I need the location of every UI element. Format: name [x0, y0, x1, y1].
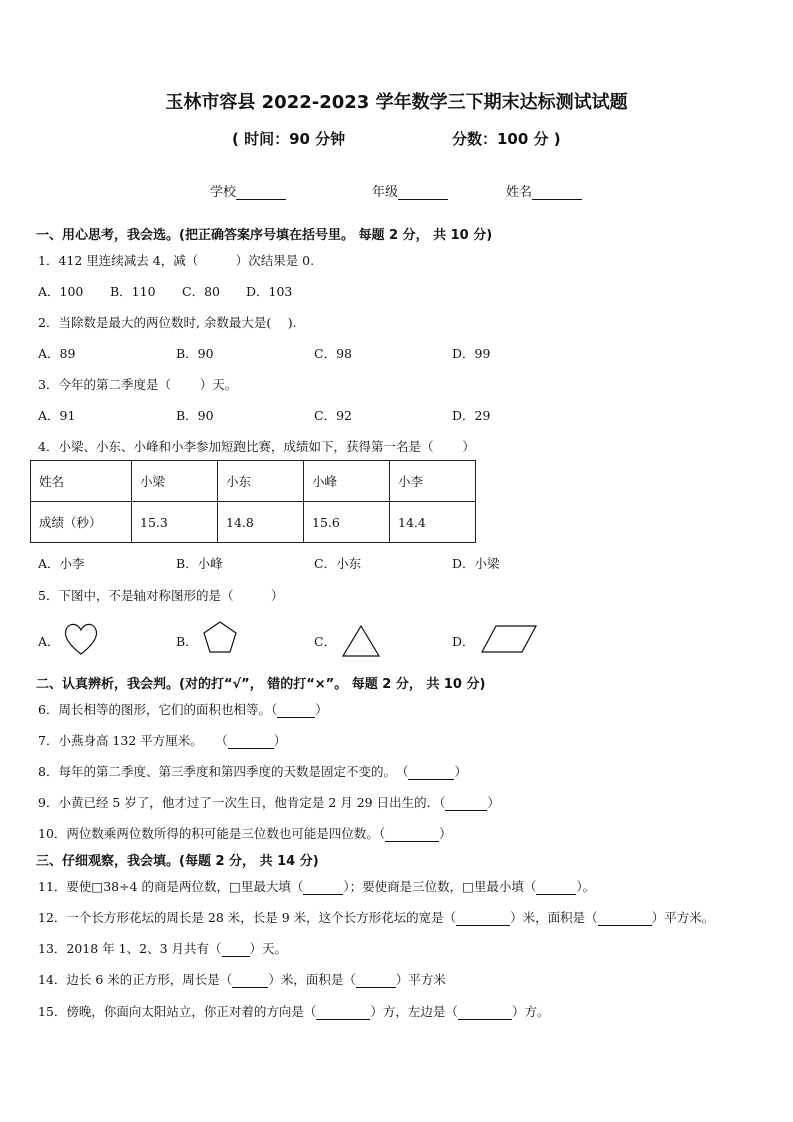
table-cell: 14.4: [390, 502, 476, 543]
q1-option-d[interactable]: D．103: [246, 284, 293, 299]
q13-text-a: 13．2018 年 1、2、3 月共有（: [38, 941, 222, 956]
question-1: 1．412 里连续减去 4，减（ ）次结果是 0.: [38, 253, 315, 268]
q15-text-a: 15．傍晚，你面向太阳站立，你正对着的方向是（: [38, 1004, 317, 1019]
grade-blank[interactable]: [398, 185, 448, 200]
q5-option-a[interactable]: A．: [38, 634, 60, 649]
table-cell: 15.3: [132, 502, 218, 543]
question-5: 5．下图中，不是轴对称图形的是（ ）: [38, 588, 284, 603]
q5-option-b[interactable]: B．: [176, 634, 198, 649]
q5-option-c[interactable]: C．: [314, 634, 337, 649]
name-field[interactable]: [506, 181, 582, 200]
question-13: [38, 939, 287, 957]
q13-text-b: ）天。: [249, 941, 288, 956]
q15-answer-blank-2[interactable]: [458, 1006, 512, 1020]
q3-option-a[interactable]: A．91: [38, 408, 76, 423]
table-cell: 小梁: [132, 461, 218, 502]
q2-option-a[interactable]: A．89: [38, 346, 76, 361]
question-2: 2．当除数是最大的两位数时, 余数最大是( ).: [38, 315, 297, 330]
q10-text: 10．两位数乘两位数所得的积可能是三位数也可能是四位数。（: [38, 826, 386, 841]
q13-answer-blank[interactable]: [222, 943, 250, 957]
race-results-table: [30, 460, 476, 543]
q11-text-a: 11．要使□38÷4 的商是两位数，□里最大填（: [38, 879, 304, 894]
q4-option-c[interactable]: C．小东: [314, 556, 362, 571]
q12-text-c: ）平方米。: [651, 910, 715, 925]
q6-text: 6．周长相等的图形，它们的面积也相等。（: [38, 702, 278, 717]
q3-option-c[interactable]: C．92: [314, 408, 352, 423]
name-blank[interactable]: [532, 185, 582, 200]
q6-close: ）: [315, 702, 328, 717]
grade-label: 年级: [372, 185, 399, 200]
heart-icon: [62, 620, 100, 656]
question-12: [38, 908, 714, 926]
q15-text-c: ）方。: [511, 1004, 550, 1019]
q1-option-a[interactable]: A．100: [38, 284, 84, 299]
section-3-heading: 三、仔细观察，我会填。(每题 2 分， 共 14 分): [36, 854, 319, 869]
school-field[interactable]: [210, 181, 286, 200]
table-row: [31, 502, 476, 543]
table-cell: 小峰: [304, 461, 390, 502]
question-9: [38, 793, 500, 811]
q7-close: ）: [273, 733, 287, 748]
q7-answer-blank[interactable]: [228, 735, 274, 749]
exam-score: 分数：100 分 ): [452, 130, 561, 148]
exam-time: ( 时间：90 分钟: [232, 130, 346, 148]
section-1-heading: 一、用心思考，我会选。(把正确答案序号填在括号里。 每题 2 分， 共 10 分): [36, 228, 493, 243]
parallelogram-icon: [480, 624, 538, 654]
q8-answer-blank[interactable]: [408, 766, 454, 780]
q15-answer-blank-1[interactable]: [316, 1006, 370, 1020]
q3-option-d[interactable]: D．29: [452, 408, 491, 423]
question-8: [38, 762, 467, 780]
school-blank[interactable]: [236, 185, 286, 200]
q5-option-d[interactable]: D．: [452, 634, 475, 649]
q2-option-c[interactable]: C．98: [314, 346, 352, 361]
question-10: [38, 824, 452, 842]
q1-option-b[interactable]: B．110: [110, 284, 156, 299]
q2-option-d[interactable]: D．99: [452, 346, 491, 361]
grade-field[interactable]: [372, 181, 448, 200]
page-title: 玉林市容县 2022-2023 学年数学三下期末达标测试试题: [165, 92, 628, 113]
q14-answer-blank-2[interactable]: [356, 974, 396, 988]
school-label: 学校: [210, 185, 237, 200]
q9-answer-blank[interactable]: [445, 797, 487, 811]
table-cell: 小东: [218, 461, 304, 502]
q4-option-d[interactable]: D．小梁: [452, 556, 500, 571]
q2-option-b[interactable]: B．90: [176, 346, 214, 361]
q12-answer-blank-1[interactable]: [456, 912, 510, 926]
q11-answer-blank-2[interactable]: [536, 881, 576, 895]
table-cell: 成绩（秒）: [31, 502, 132, 543]
q11-text-c: ）。: [576, 879, 596, 894]
triangle-icon: [341, 624, 381, 658]
q10-close: ）: [439, 826, 452, 841]
table-cell: 15.6: [304, 502, 390, 543]
q1-option-c[interactable]: C．80: [182, 284, 220, 299]
question-14: [38, 970, 446, 988]
question-3: 3．今年的第二季度是（ ）天。: [38, 377, 238, 392]
table-cell: 14.8: [218, 502, 304, 543]
q11-text-b: ）；要使商是三位数，□里最小填（: [343, 879, 537, 894]
table-cell: 姓名: [31, 461, 132, 502]
q9-close: ）: [487, 795, 500, 810]
section-2-heading: 二、认真辨析，我会判。(对的打“√”， 错的打“×”。 每题 2 分， 共 10 分): [36, 677, 486, 692]
q14-text-b: ）米，面积是（: [268, 972, 356, 987]
q4-option-a[interactable]: A．小李: [38, 556, 85, 571]
q11-answer-blank-1[interactable]: [303, 881, 343, 895]
question-6: [38, 700, 328, 718]
table-cell: 小李: [390, 461, 476, 502]
q3-option-b[interactable]: B．90: [176, 408, 214, 423]
q14-text-c: ）平方米: [395, 972, 446, 987]
q8-close: ）: [454, 764, 467, 779]
q4-option-b[interactable]: B．小峰: [176, 556, 223, 571]
q14-text-a: 14．边长 6 米的正方形，周长是（: [38, 972, 233, 987]
q7-text: 7．小燕身高 132 平方厘米。 （: [38, 733, 228, 748]
q10-answer-blank[interactable]: [385, 828, 439, 842]
question-7: [38, 731, 286, 749]
q6-answer-blank[interactable]: [277, 704, 315, 718]
question-11: [38, 877, 595, 895]
pentagon-icon: [202, 620, 238, 654]
q12-text-a: 12．一个长方形花坛的周长是 28 米，长是 9 米，这个长方形花坛的宽是（: [38, 910, 457, 925]
q12-answer-blank-2[interactable]: [598, 912, 652, 926]
name-label: 姓名: [506, 185, 533, 200]
q8-text: 8．每年的第二季度、第三季度和第四季度的天数是固定不变的。 （: [38, 764, 409, 779]
q14-answer-blank-1[interactable]: [232, 974, 268, 988]
question-15: [38, 1002, 549, 1020]
q12-text-b: ）米，面积是（: [510, 910, 598, 925]
q15-text-b: ）方，左边是（: [370, 1004, 458, 1019]
question-4: 4．小梁、小东、小峰和小李参加短跑比赛，成绩如下，获得第一名是（ ）: [38, 439, 475, 454]
q9-text: 9．小黄已经 5 岁了，他才过了一次生日，他肯定是 2 月 29 日出生的．（: [38, 795, 446, 810]
table-row: [31, 461, 476, 502]
